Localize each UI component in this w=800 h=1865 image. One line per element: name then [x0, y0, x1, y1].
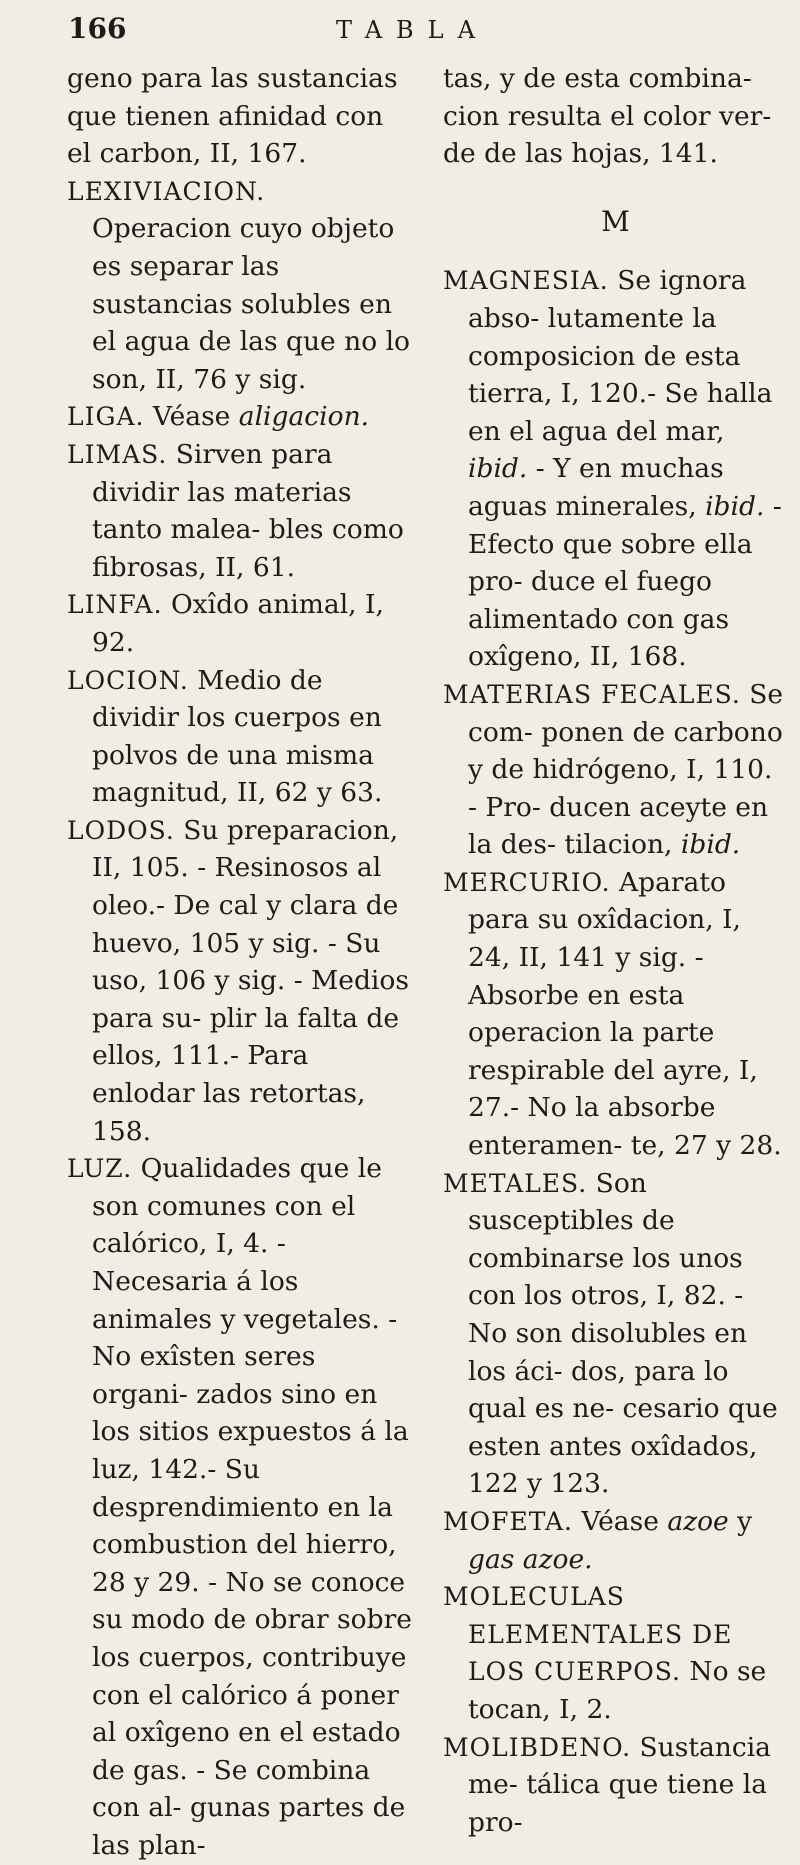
entry-heading: LUZ. — [67, 1154, 133, 1184]
index-entry — [443, 1578, 788, 1728]
index-entry — [67, 812, 412, 1150]
index-entry — [443, 676, 788, 864]
index-entry — [67, 398, 412, 436]
entry-text: - Efecto que sobre ella pro- duce el fuego alimentado con gas oxîgeno, II, 168. — [468, 490, 782, 673]
entry-text: Son susceptibles de combinarse los unos con los otros, I, 82. - No son disolubles en los áci- dos, para lo qual es ne- cesario que esten antes oxîdados, 122 y 123. — [468, 1167, 778, 1500]
index-entry — [67, 1150, 412, 1864]
index-entry — [67, 586, 412, 661]
entry-text: Aparato para su oxîdacion, I, 24, II, 141 y sig. - Absorbe en esta operacion la parte respirable del ayre, I, 27.- No la absorbe enteramen- te, 27 y 28. — [468, 866, 782, 1162]
entry-text: Operacion cuyo objeto es separar las sustancias solubles en el agua de las que no lo son, II, 76 y sig. — [92, 213, 411, 395]
page-number: 166 — [68, 12, 127, 45]
entry-text: Véase — [144, 401, 239, 433]
entry-ibid: ibid. — [705, 490, 765, 522]
index-entry — [67, 436, 412, 586]
index-entry — [67, 662, 412, 812]
entry-heading: MOFETA. — [443, 1506, 573, 1536]
page-header — [68, 12, 768, 52]
continued-entry: tas, y de esta combina- cion resulta el color ver- de de las hojas, 141. — [443, 63, 772, 170]
index-entry — [443, 1165, 788, 1503]
entry-heading: LIGA. — [67, 402, 145, 432]
entry-heading: MERCURIO. — [443, 867, 611, 897]
entry-heading: LIMAS. — [67, 439, 168, 469]
entry-heading: METALES. — [443, 1168, 588, 1198]
entry-text: Oxîdo animal, I, 92. — [92, 589, 384, 658]
entry-text: Véase — [573, 1505, 668, 1537]
index-entry — [443, 864, 788, 1165]
entry-heading: MOLECULAS ELEMENTALES DE LOS CUERPOS. — [443, 1582, 733, 1687]
entry-text: No se tocan, I, 2. — [468, 1656, 767, 1725]
entry-ibid: ibid. — [680, 829, 741, 861]
entry-crossref: aligacion. — [238, 401, 370, 433]
entry-crossref: azoe — [667, 1505, 729, 1537]
section-letter: M — [601, 204, 630, 238]
entry-text: Sustancia me- tálica que tiene la pro- — [468, 1731, 771, 1838]
continued-entry: geno para las sustancias que tienen afinidad con el carbon, II, 167. — [67, 63, 398, 170]
entry-heading: LINFA. — [67, 590, 163, 620]
entry-crossref: gas azoe. — [468, 1543, 593, 1575]
entry-text: Qualidades que le son comunes con el calórico, I, 4. - Necesaria á los animales y vegetales. - No exîsten seres organi- zados sino en los sitios expuestos á la luz, 142.- Su desprendimiento en la combustion del hierro, 28 y 29. - No se conoce su modo de obrar sobre los cuerpos, contribuye con el calórico á poner al oxîgeno en el estado de gas. - Se combina con al- gunas partes de las plan- — [92, 1153, 412, 1861]
entry-text: Sirven para dividir las materias tanto malea- bles como fibrosas, II, 61. — [92, 438, 404, 583]
index-entry — [443, 1503, 788, 1578]
entry-heading: LOCION. — [67, 665, 189, 695]
running-title: TABLA — [336, 16, 489, 44]
entry-heading: MAGNESIA. — [443, 266, 609, 296]
entry-text: Se ignora abso- lutamente la composicion de esta tierra, I, 120.- Se halla en el agua del mar, — [468, 265, 773, 447]
entry-text: Su preparacion, II, 105. - Resinosos al oleo.- De cal y clara de huevo, 105 y sig. - Su uso, 106 y sig. - Medios para su- plir la falta de ellos, 111.- Para enlodar las retortas, 158. — [92, 814, 409, 1147]
entry-text: - Y en muchas aguas minerales, — [468, 453, 724, 522]
left-column — [67, 60, 412, 1865]
entry-ibid: ibid. — [468, 453, 528, 485]
entry-heading: MOLIBDENO. — [443, 1732, 632, 1762]
entry-text: Medio de dividir los cuerpos en polvos de una misma magnitud, II, 62 y 63. — [92, 664, 383, 809]
entry-heading: MATERIAS FECALES. — [443, 679, 741, 709]
entry-text: y — [728, 1505, 753, 1537]
entry-heading: LODOS. — [67, 815, 175, 845]
index-entry — [443, 1729, 788, 1842]
index-entry — [443, 262, 788, 676]
right-column — [443, 60, 788, 1841]
index-entry — [67, 173, 412, 399]
entry-text: Se com- ponen de carbono y de hidrógeno, I, 110. - Pro- ducen aceyte en la des- tilacion, — [468, 678, 784, 861]
entry-heading: LEXIVIACION. — [67, 176, 266, 206]
